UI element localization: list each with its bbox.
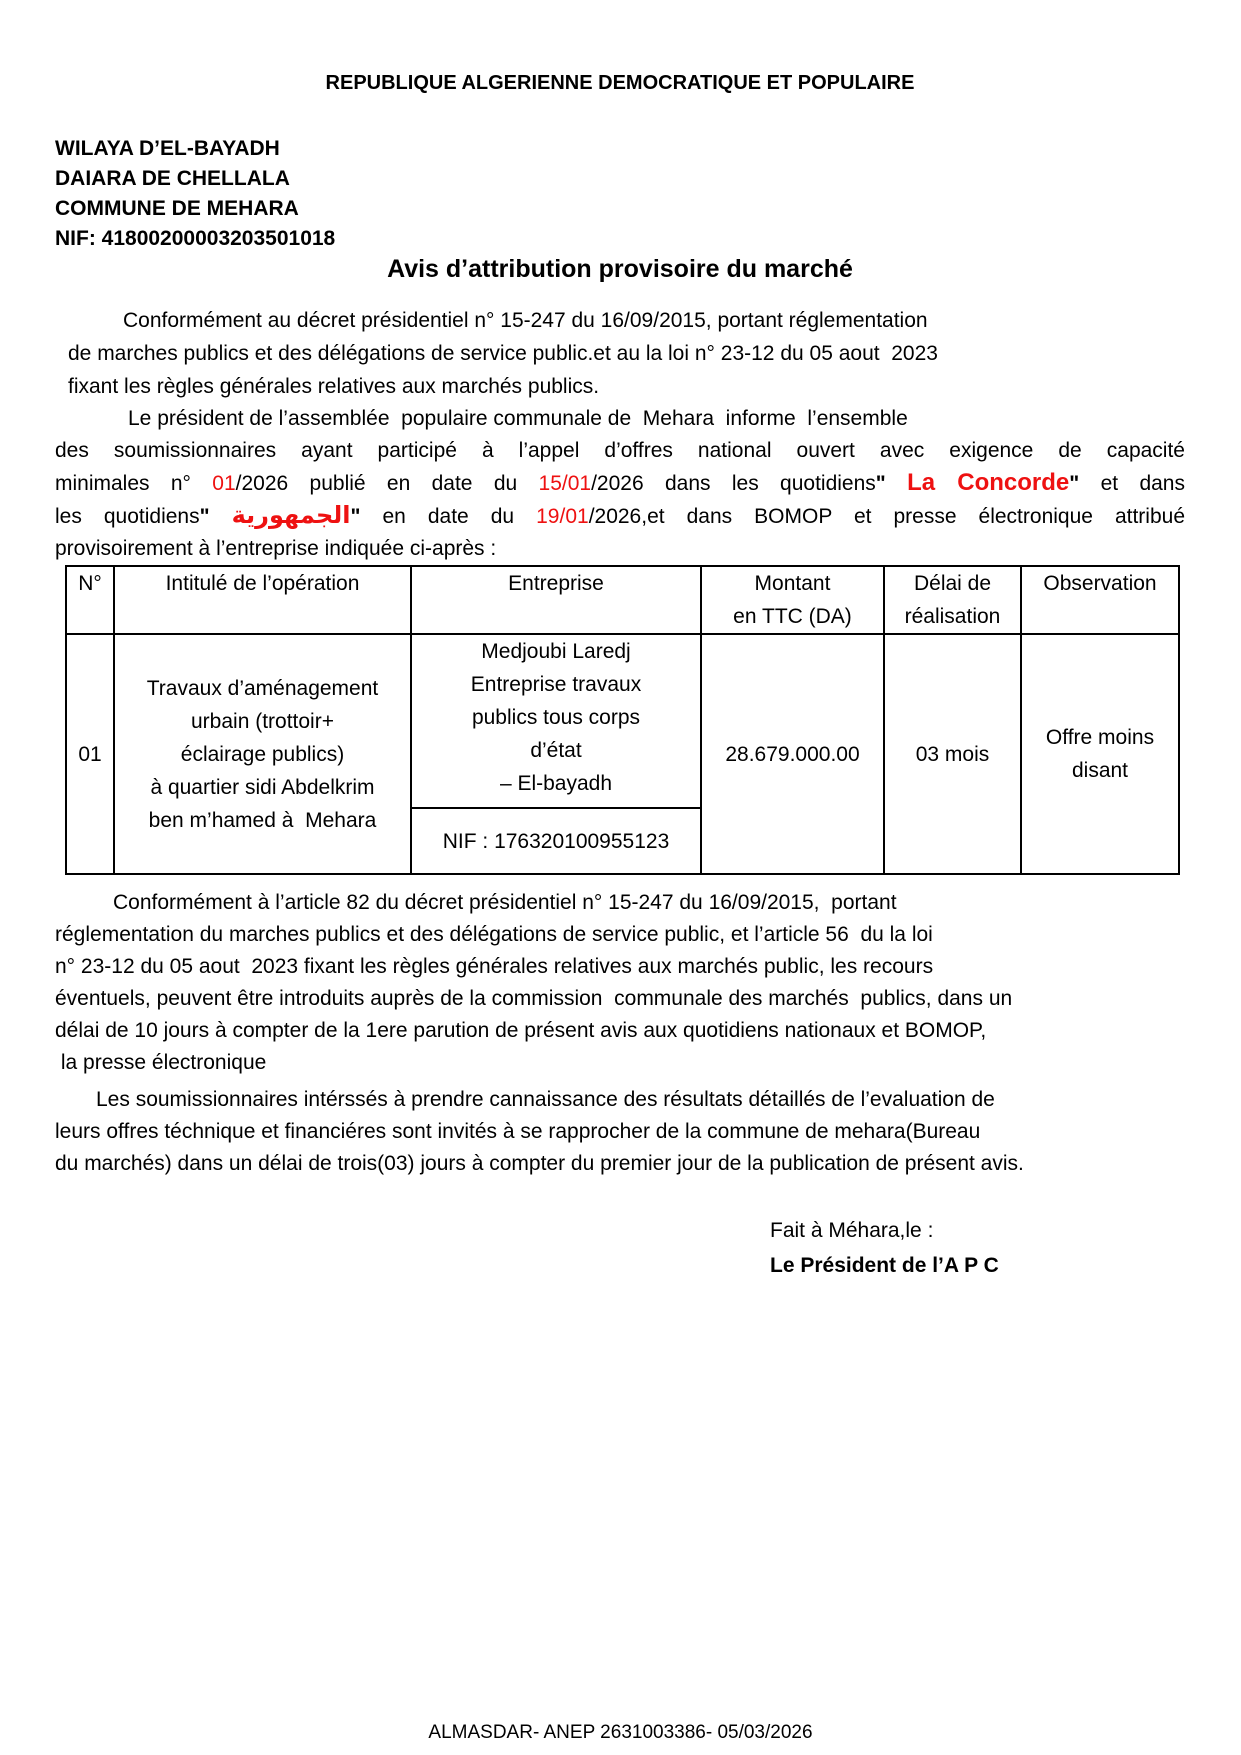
text-line: Délai de	[913, 572, 992, 595]
cell-entreprise-name	[411, 634, 701, 808]
organization-block	[55, 134, 1185, 254]
header-observation: Observation	[1021, 566, 1179, 634]
cell-delai: 03 mois	[884, 634, 1021, 874]
text-line: délai de 10 jours à compter de la 1ere parution de présent avis aux quotidiens nationaux et BOMOP,	[55, 1019, 987, 1042]
cell-entreprise-nif: NIF : 176320100955123	[411, 808, 701, 874]
text-line: du marchés) dans un délai de trois(03) jours à compter du premier jour de la publication de présent avis.	[55, 1152, 1024, 1175]
red-date: 19/01	[536, 505, 589, 528]
text-line: DAIARA DE CHELLALA	[55, 167, 290, 190]
text-segment: /2026,et dans BOMOP et presse électronique attribué	[588, 505, 1186, 528]
republic-header-line: REPUBLIQUE ALGERIENNE DEMOCRATIQUE ET POPULAIRE	[325, 72, 915, 94]
red-number: 01	[212, 472, 236, 495]
text-line: Montant	[754, 572, 831, 595]
text-line: éclairage publics)	[180, 742, 345, 766]
header-montant	[701, 566, 884, 634]
text-line: Entreprise travaux	[470, 673, 642, 696]
header-num: N°	[66, 566, 114, 634]
paragraph-recours	[55, 887, 1185, 1079]
text-segment: en date du	[360, 505, 537, 528]
text-line: Conformément au décret présidentiel n° 15-247 du 16/09/2015, portant réglementation	[123, 309, 928, 332]
table-body-row	[66, 634, 1179, 808]
cell-observation: Offre moins disant	[1021, 634, 1179, 874]
publication-footer: ALMASDAR- ANEP 2631003386- 05/03/2026	[428, 1722, 813, 1743]
paragraph-line: Le président de l’assemblée populaire communale de Mehara informe l’ensemble	[128, 407, 908, 430]
red-date: 15/01	[538, 472, 592, 495]
text-line: de marches publics et des délégations de service public.et au la loi n° 23-12 du 05 aout 2023	[68, 342, 938, 365]
text-line: en TTC (DA)	[733, 605, 852, 628]
text-segment: les quotidiens	[55, 505, 200, 528]
quote-mark: "	[199, 505, 232, 528]
award-table	[65, 565, 1180, 875]
text-line: réalisation	[904, 605, 1001, 628]
text-line: réglementation du marches publics et des délégations de service public, et l’article 56 du la loi	[55, 923, 933, 946]
text-segment: /2026 dans les quotidiens	[591, 472, 876, 495]
paragraph-line	[55, 467, 1185, 500]
text-line: leurs offres téchnique et financiéres sont invités à se rapprocher de la commune de mehara(Bureau	[55, 1120, 981, 1143]
quote-mark: "	[350, 505, 361, 528]
signature-place-line: Fait à Méhara,le :	[770, 1219, 934, 1242]
text-line: éventuels, peuvent être introduits auprès de la commission communale des marchés publics, dans un	[55, 987, 1013, 1010]
text-line: fixant les règles générales relatives aux marchés publics.	[68, 375, 600, 398]
text-line: COMMUNE DE MEHARA	[55, 197, 299, 220]
text-line: n° 23-12 du 05 aout 2023 fixant les règles générales relatives aux marchés public, les recours	[55, 955, 934, 978]
text-line: Medjoubi Laredj	[481, 640, 631, 663]
quote-mark: "	[875, 472, 908, 495]
text-segment: minimales n°	[55, 472, 213, 495]
paragraph-announcement	[55, 403, 1185, 565]
journal-name-la-concorde: La Concorde	[907, 469, 1070, 496]
header-delai	[884, 566, 1021, 634]
text-line: Travaux d’aménagement	[146, 676, 379, 700]
table-header-row	[66, 566, 1179, 634]
cell-num: 01	[66, 634, 114, 874]
paragraph-line: provisoirement à l’entreprise indiquée ci-après :	[55, 537, 497, 560]
page-title: Avis d’attribution provisoire du marché	[387, 255, 853, 283]
text-line: à quartier sidi Abdelkrim	[150, 775, 375, 799]
text-line: WILAYA D’EL-BAYADH	[55, 137, 280, 160]
cell-montant: 28.679.000.00	[701, 634, 884, 874]
header-operation: Intitulé de l’opération	[114, 566, 411, 634]
paragraph-soumissionnaires	[55, 1084, 1185, 1180]
text-line: urbain (trottoir+	[191, 709, 334, 733]
text-line: – El-bayadh	[499, 772, 613, 795]
paragraph-line: des soumissionnaires ayant participé à l’appel d’offres national ouvert avec exigence de capacité	[55, 439, 1185, 462]
signature-block	[55, 1213, 1185, 1283]
text-line: publics tous corps	[471, 706, 641, 729]
text-line: la presse électronique	[55, 1051, 267, 1074]
signature-title-line: Le Président de l’A P C	[770, 1254, 999, 1277]
journal-name-arabic: الجمهورية	[231, 502, 351, 529]
text-line: d’état	[530, 739, 582, 762]
quote-mark: "	[1069, 472, 1080, 495]
text-line: Conformément à l’article 82 du décret présidentiel n° 15-247 du 16/09/2015, portant	[113, 891, 897, 914]
paragraph-line	[55, 500, 1185, 533]
text-line: ben m’hamed à Mehara	[148, 808, 377, 832]
paragraph-decret	[55, 304, 1185, 403]
text-segment: et dans	[1079, 472, 1185, 495]
text-segment: /2026 publié en date du	[235, 472, 539, 495]
text-line: NIF: 41800200003203501018	[55, 227, 336, 250]
cell-operation	[114, 634, 411, 874]
text-line: Les soumissionnaires intérssés à prendre cannaissance des résultats détaillés de l’evaluation de	[96, 1088, 995, 1111]
header-entreprise: Entreprise	[411, 566, 701, 634]
